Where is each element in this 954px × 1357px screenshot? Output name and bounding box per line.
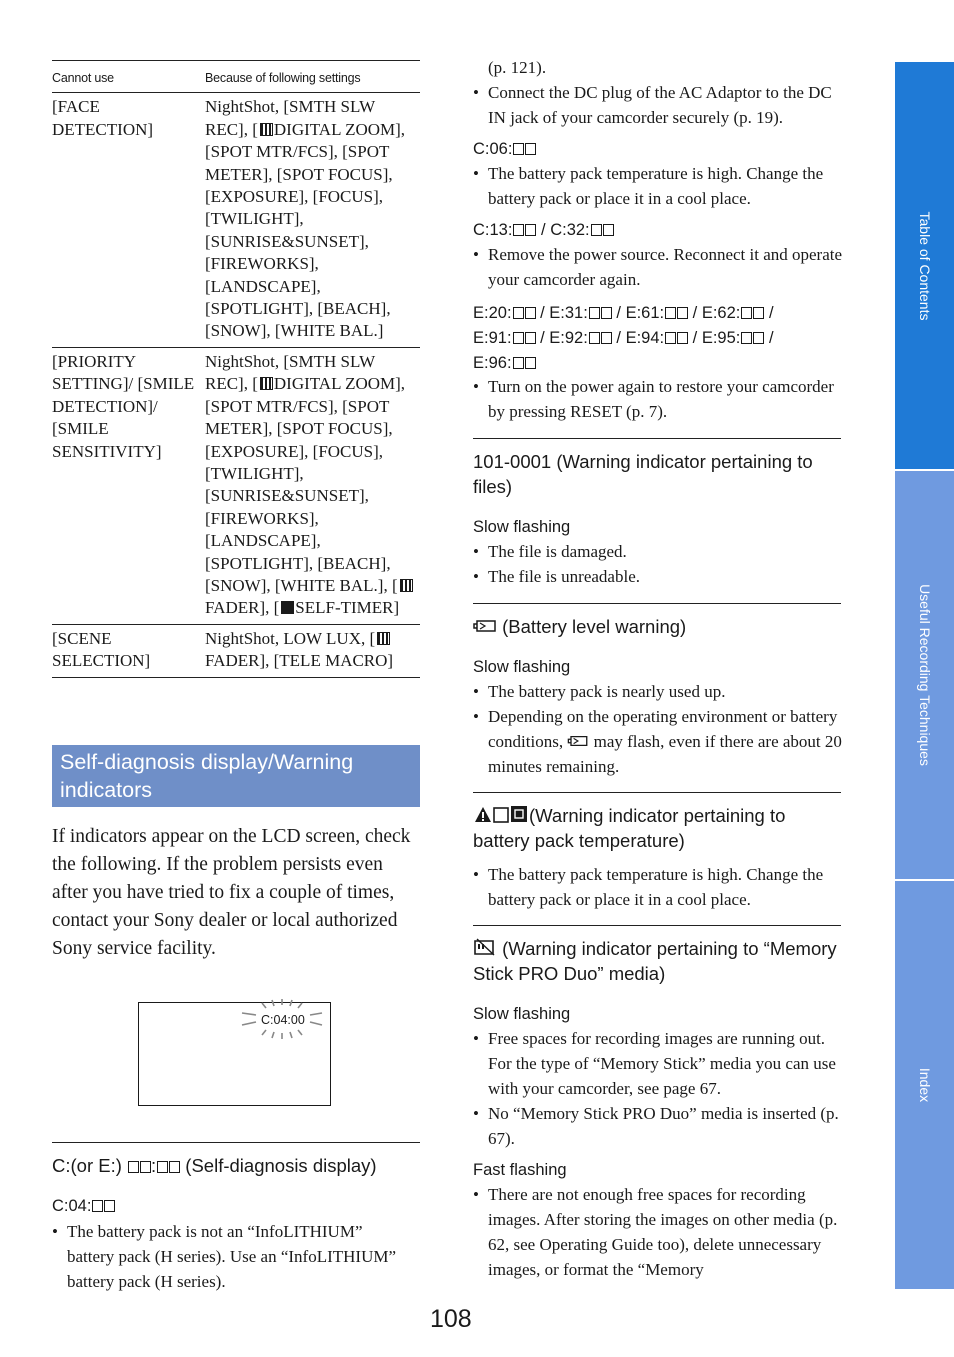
section-title-banner: Self-diagnosis display/Warning indicators bbox=[52, 745, 420, 807]
code-text: / E:95: bbox=[688, 329, 741, 347]
divider bbox=[473, 792, 841, 793]
digit-box-icon bbox=[601, 332, 612, 344]
code-text: / C:32: bbox=[536, 221, 590, 239]
e-code-labels bbox=[473, 301, 843, 376]
digit-box-icon bbox=[677, 307, 688, 319]
film-icon bbox=[260, 123, 273, 136]
battery-warning-list bbox=[473, 679, 843, 779]
lcd-illustration bbox=[138, 1002, 331, 1106]
code-text: E:20: bbox=[473, 304, 512, 322]
digit-box-icon bbox=[513, 307, 524, 319]
list-item: • Connect the DC plug of the AC Adaptor to the DC IN jack of your camcorder securely (p. 19). bbox=[473, 80, 843, 130]
digit-box-icon bbox=[513, 224, 524, 236]
code-text: / E:92: bbox=[535, 329, 588, 347]
memory-stick-icon bbox=[473, 938, 497, 956]
page-number: 108 bbox=[430, 1305, 472, 1333]
list-item: • Remove the power source. Reconnect it and operate your camcorder again. bbox=[473, 242, 843, 292]
slow-flashing-label: Slow flashing bbox=[473, 1005, 571, 1023]
battery-temperature-icon bbox=[473, 804, 529, 824]
code-label-c13 bbox=[473, 219, 614, 241]
restriction-table bbox=[52, 60, 420, 678]
item-text: Depending on the operating environment or battery conditions, bbox=[488, 707, 838, 751]
table-header-row bbox=[52, 61, 420, 93]
tab-label: Useful Recording Techniques bbox=[916, 584, 933, 766]
digit-box-icon bbox=[603, 224, 614, 236]
code-text: / E:94: bbox=[611, 329, 665, 347]
slow-flashing-label: Slow flashing bbox=[473, 518, 571, 536]
digit-box-icon bbox=[741, 332, 752, 344]
digit-box-icon bbox=[525, 143, 536, 155]
digit-box-icon bbox=[92, 1200, 103, 1212]
camera-icon bbox=[281, 601, 294, 614]
settings-text: FADER], [ bbox=[205, 598, 280, 618]
code-label-c06 bbox=[473, 138, 536, 160]
list-item: • The battery pack temperature is high. Change the battery pack or place it in a cool place. bbox=[473, 862, 843, 912]
code-text: C:04: bbox=[52, 1197, 92, 1215]
settings-text: NightShot, [SMTH SLW REC], [ bbox=[205, 351, 375, 394]
list-item: • The battery pack is not an “InfoLITHIUM” battery pack (H series). Use an “InfoLITHIUM” battery pack (H series). bbox=[52, 1219, 412, 1294]
digit-box-icon bbox=[677, 332, 688, 344]
film-icon bbox=[260, 377, 273, 390]
digit-box-icon bbox=[753, 307, 764, 319]
lcd-error-code: C:04:00 bbox=[261, 1013, 305, 1027]
digit-box-icon bbox=[591, 224, 602, 236]
table-cell-function: [PRIORITY SETTING]/ [SMILE DETECTION]/ [SMILE SENSITIVITY] bbox=[52, 347, 205, 624]
c04-list bbox=[52, 1219, 412, 1294]
code-text: E:91: bbox=[473, 329, 512, 347]
table-row bbox=[52, 93, 420, 347]
digit-box-icon bbox=[525, 332, 536, 344]
table-cell-function: [SCENE SELECTION] bbox=[52, 624, 205, 677]
battery-warning-heading bbox=[473, 614, 841, 639]
list-item: • Free spaces for recording images are running out. For the type of “Memory Stick” media you can use with your camcorder, see page 67. bbox=[473, 1026, 843, 1101]
film-icon bbox=[377, 632, 390, 645]
digit-box-icon bbox=[104, 1200, 115, 1212]
digit-box-icon bbox=[169, 1161, 180, 1173]
divider bbox=[473, 438, 841, 439]
list-item: • Turn on the power again to restore your camcorder by pressing RESET (p. 7). bbox=[473, 374, 843, 424]
digit-box-icon bbox=[665, 332, 676, 344]
digit-box-icon bbox=[525, 224, 536, 236]
table-cell-settings bbox=[205, 347, 420, 624]
table-cell-settings bbox=[205, 93, 420, 347]
intro-paragraph: If indicators appear on the LCD screen, check the following. If the problem persists even after you have tried to fix a couple of times, contact your Sony dealer or local authorized Sony service facility. bbox=[52, 826, 411, 959]
code-text: C:06: bbox=[473, 140, 513, 158]
table-cell-function: [FACE DETECTION] bbox=[52, 93, 205, 347]
media-slow-list bbox=[473, 1026, 843, 1151]
tab-label: Index bbox=[916, 1067, 933, 1103]
table-row bbox=[52, 624, 420, 677]
code-text: / E:31: bbox=[535, 304, 588, 322]
c13-list bbox=[473, 242, 843, 292]
files-warning-heading: 101-0001 (Warning indicator pertaining to files) bbox=[473, 451, 813, 497]
e-code-list bbox=[473, 374, 843, 424]
battery-empty-icon bbox=[567, 734, 589, 748]
digit-box-icon bbox=[589, 307, 600, 319]
digit-box-icon bbox=[741, 307, 752, 319]
selfdiag-heading bbox=[52, 1153, 420, 1178]
code-text: / bbox=[764, 329, 774, 347]
divider bbox=[473, 603, 841, 604]
list-item: • The battery pack is nearly used up. bbox=[473, 679, 843, 704]
settings-text: DIGITAL ZOOM], [SPOT MTR/FCS], [SPOT METER], [SPOT FOCUS], [EXPOSURE], [FOCUS], [TWILIGHT], [SUNRISE&SUNSET], [FIREWORKS], [LANDSCAPE], [SPOTLIGHT], [BEACH], [SNOW], [WHITE BAL.] bbox=[205, 119, 406, 341]
temperature-warning-list bbox=[473, 862, 843, 912]
media-warning-heading bbox=[473, 936, 841, 986]
heading-text: (Warning indicator pertaining to “Memory Stick PRO Duo” media) bbox=[473, 938, 837, 984]
code-label-c04 bbox=[52, 1195, 115, 1217]
files-warning-list bbox=[473, 539, 843, 589]
temperature-warning-heading bbox=[473, 803, 841, 853]
list-item: • The file is unreadable. bbox=[473, 564, 843, 589]
settings-text: NightShot, LOW LUX, [ bbox=[205, 628, 376, 648]
fast-flashing-label: Fast flashing bbox=[473, 1161, 567, 1179]
code-text: / E:62: bbox=[688, 304, 741, 322]
table-row bbox=[52, 347, 420, 624]
digit-box-icon bbox=[525, 307, 536, 319]
digit-box-icon bbox=[513, 357, 524, 369]
media-fast-list bbox=[473, 1182, 843, 1282]
dc-list bbox=[473, 80, 843, 130]
digit-box-icon bbox=[525, 357, 536, 369]
digit-box-icon bbox=[601, 307, 612, 319]
tab-table-of-contents[interactable] bbox=[895, 60, 954, 469]
item-text: may flash, even if there are about 20 minutes remaining. bbox=[488, 732, 842, 776]
code-text: C:13: bbox=[473, 221, 513, 239]
heading-text: (Battery level warning) bbox=[502, 616, 687, 637]
page-ref: (p. 121). bbox=[488, 58, 547, 77]
digit-box-icon bbox=[513, 143, 524, 155]
settings-text: DIGITAL ZOOM], [SPOT MTR/FCS], [SPOT METER], [SPOT FOCUS], [EXPOSURE], [FOCUS], [TWILIGHT], [SUNRISE&SUNSET], [FIREWORKS], [LANDSCAPE], [SPOTLIGHT], [BEACH], [SNOW], [WHITE BAL.], [ bbox=[205, 374, 406, 595]
digit-box-icon bbox=[665, 307, 676, 319]
settings-text: SELF-TIMER] bbox=[295, 598, 400, 618]
digit-box-icon bbox=[513, 332, 524, 344]
digit-box-icon bbox=[128, 1161, 139, 1173]
digit-box-icon bbox=[589, 332, 600, 344]
tab-index[interactable] bbox=[895, 879, 954, 1289]
tab-label: Table of Contents bbox=[916, 211, 933, 320]
list-item: • The file is damaged. bbox=[473, 539, 843, 564]
list-item: • The battery pack temperature is high. Change the battery pack or place it in a cool place. bbox=[473, 161, 843, 211]
heading-text: (Warning indicator pertaining to battery pack temperature) bbox=[473, 805, 786, 851]
heading-text: C:(or E:) bbox=[52, 1155, 128, 1176]
heading-text: (Self-diagnosis display) bbox=[180, 1155, 377, 1176]
battery-empty-icon bbox=[473, 618, 497, 634]
divider bbox=[52, 1142, 420, 1143]
digit-box-icon bbox=[157, 1161, 168, 1173]
list-item bbox=[473, 704, 843, 779]
slow-flashing-label: Slow flashing bbox=[473, 658, 571, 676]
code-text: / bbox=[764, 304, 774, 322]
settings-text: FADER], [TELE MACRO] bbox=[205, 651, 394, 671]
film-icon bbox=[400, 579, 413, 592]
heading-text: : bbox=[151, 1155, 157, 1176]
table-header-cannot-use: Cannot use bbox=[52, 61, 205, 93]
digit-box-icon bbox=[753, 332, 764, 344]
digit-box-icon bbox=[140, 1161, 151, 1173]
settings-text: NightShot, [SMTH SLW REC], [ bbox=[205, 97, 375, 139]
table-cell-settings bbox=[205, 624, 420, 677]
list-item: • No “Memory Stick PRO Duo” media is inserted (p. 67). bbox=[473, 1101, 843, 1151]
table-header-settings: Because of following settings bbox=[205, 61, 420, 93]
code-text: / E:61: bbox=[611, 304, 665, 322]
code-text: E:96: bbox=[473, 354, 512, 372]
divider bbox=[473, 925, 841, 926]
c06-list bbox=[473, 161, 843, 211]
list-item: • There are not enough free spaces for recording images. After storing the images on other media (p. 62, see Operating Guide too), delete unnecessary images, or format the “Memory bbox=[473, 1182, 843, 1282]
tab-useful-recording-techniques[interactable] bbox=[895, 469, 954, 879]
